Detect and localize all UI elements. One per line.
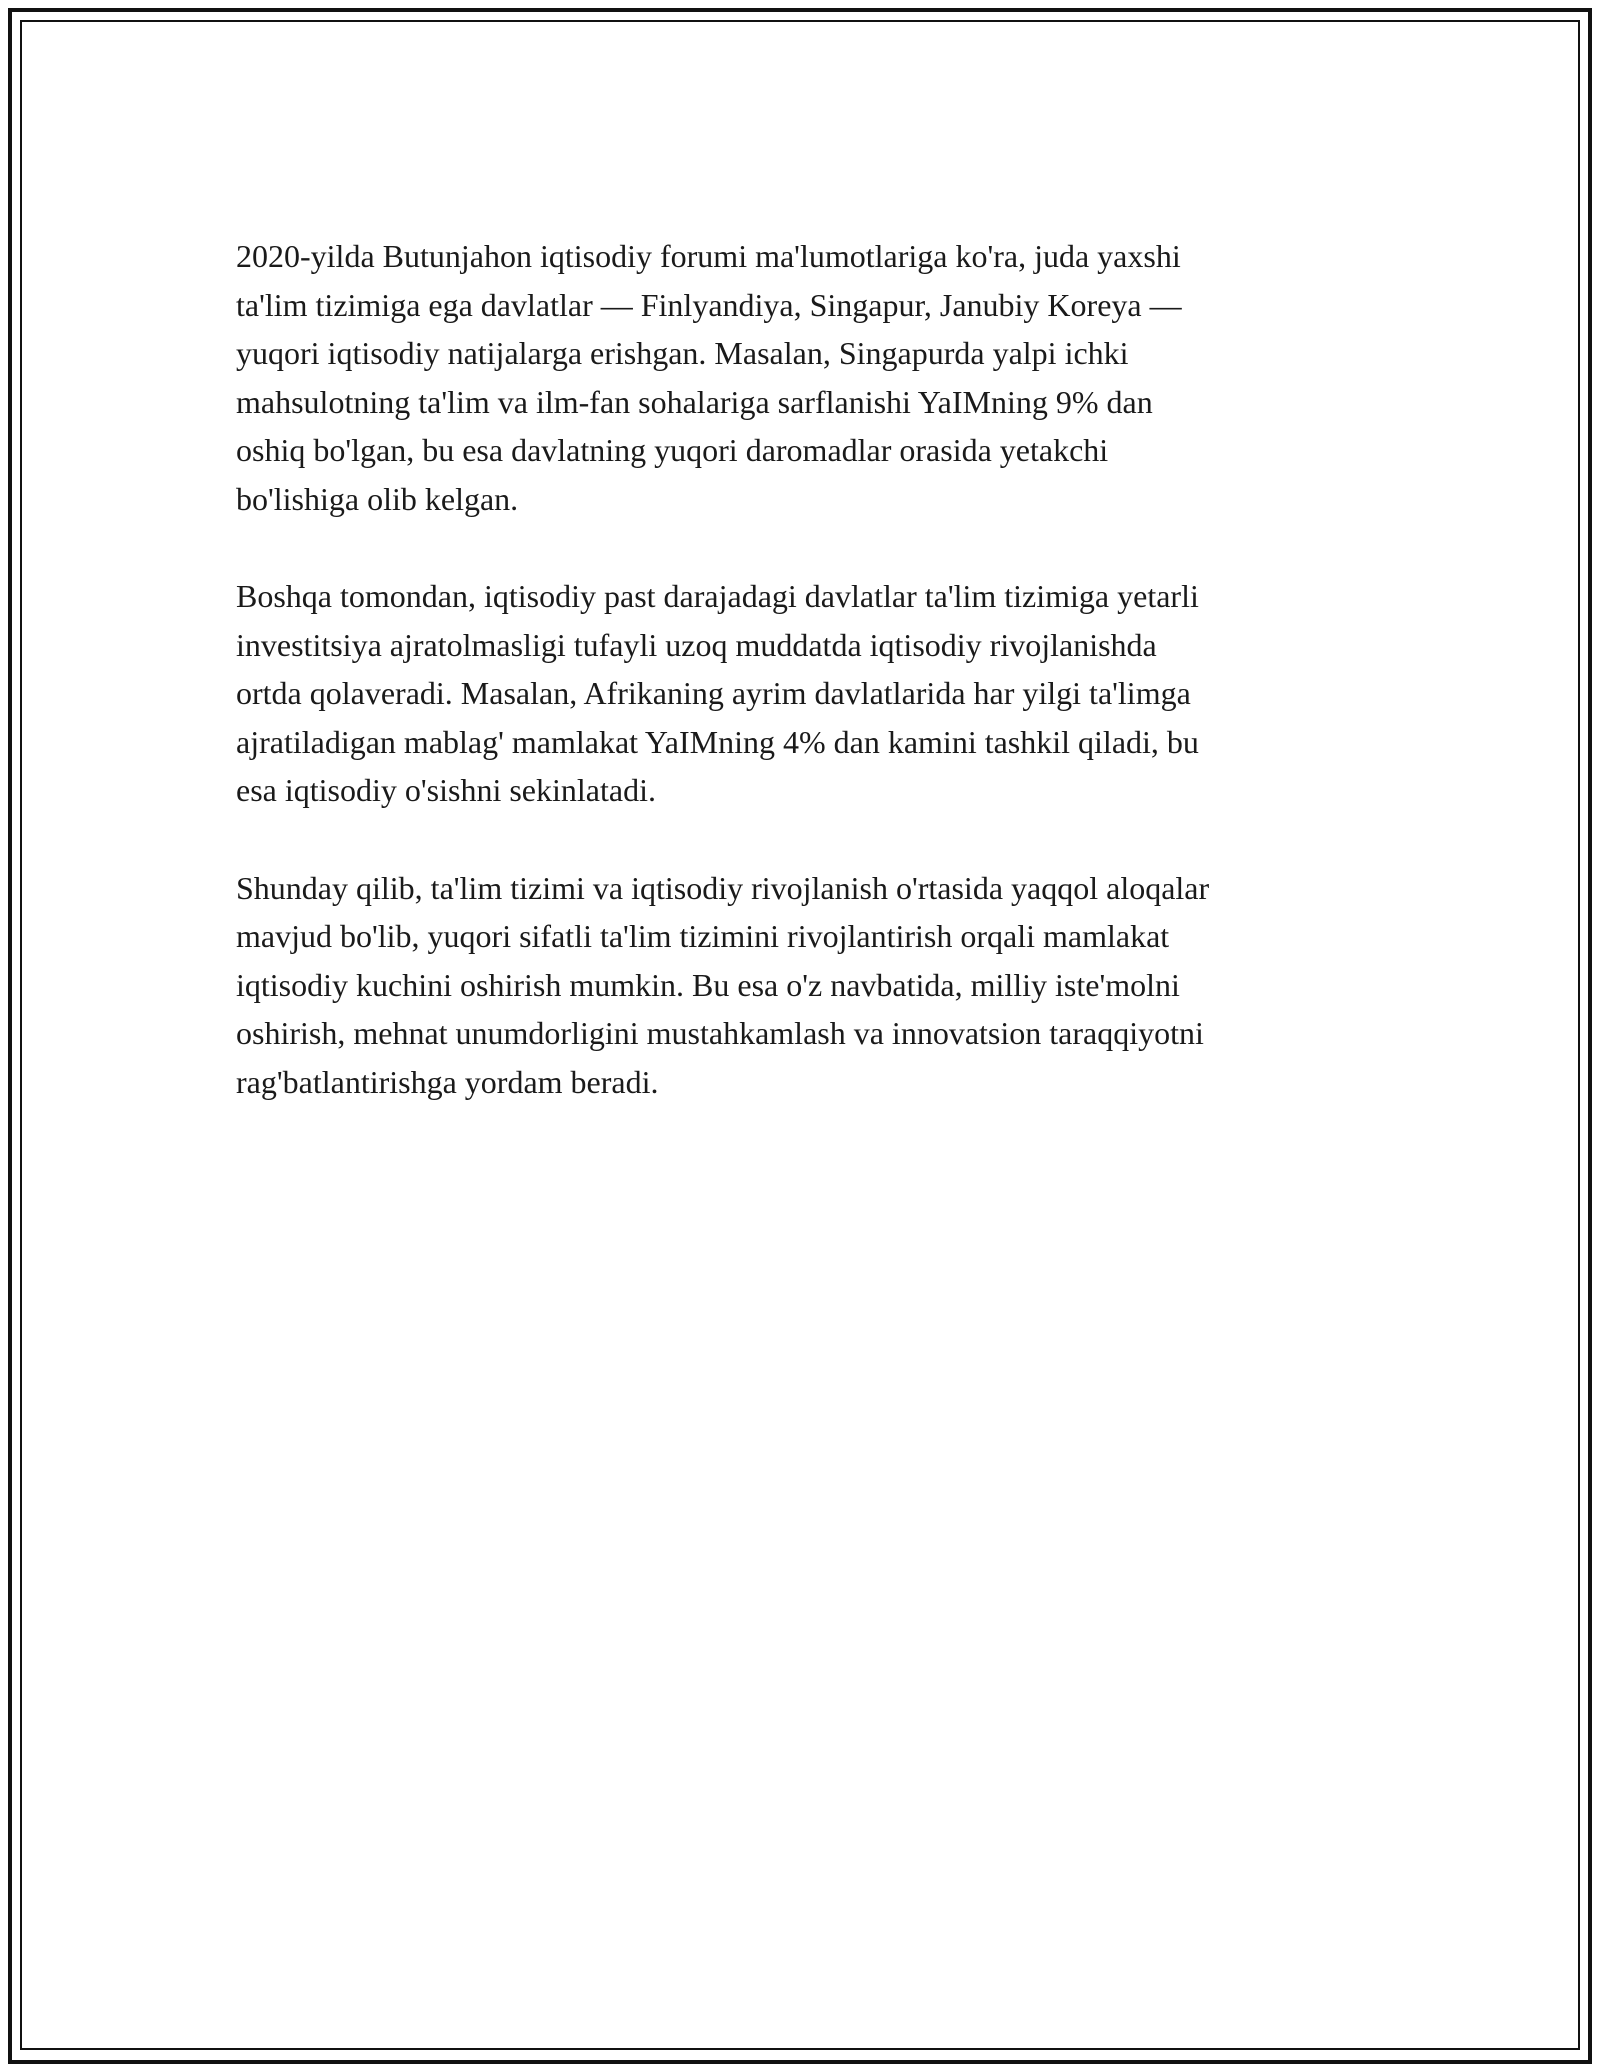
paragraph-line: ortda qolaveradi. Masalan, Afrikaning ayrim davlatlarida har yilgi ta'limga	[236, 675, 1191, 711]
paragraph-line: mavjud bo'lib, yuqori sifatli ta'lim tizimini rivojlantirish orqali mamlakat	[236, 918, 1170, 954]
paragraph-line: oshirish, mehnat unumdorligini mustahkamlash va innovatsion taraqqiyotni	[236, 1015, 1204, 1051]
paragraph-line: Boshqa tomondan, iqtisodiy past darajadagi davlatlar ta'lim tizimiga yetarli	[236, 578, 1199, 614]
paragraph-line: ajratiladigan mablag' mamlakat YaIMning 4% dan kamini tashkil qiladi, bu	[236, 723, 1199, 760]
paragraph-line: yuqori iqtisodiy natijalarga erishgan. Masalan, Singapurda yalpi ichki	[236, 335, 1129, 371]
paragraph-line: rag'batlantirishga yordam beradi.	[236, 1063, 659, 1100]
paragraph-line: iqtisodiy kuchini oshirish mumkin. Bu esa o'z navbatida, milliy iste'molni	[236, 966, 1180, 1003]
paragraph-line: bo'lishiga olib kelgan.	[236, 480, 519, 517]
paragraph-3	[236, 864, 1366, 1107]
paragraph-line: oshiq bo'lgan, bu esa davlatning yuqori daromadlar orasida yetakchi	[236, 432, 1109, 468]
paragraph-line: ta'lim tizimiga ega davlatlar — Finlyandiya, Singapur, Janubiy Koreya —	[236, 286, 1182, 323]
paragraph-line: investitsiya ajratolmasligi tufayli uzoq muddatda iqtisodiy rivojlanishda	[236, 626, 1157, 663]
paragraph-1	[236, 232, 1366, 523]
document-body	[236, 232, 1366, 1155]
paragraph-line: esa iqtisodiy o'sishni sekinlatadi.	[236, 772, 656, 808]
paragraph-line: mahsulotning ta'lim va ilm-fan sohalariga sarflanishi YaIMning 9% dan	[236, 383, 1153, 420]
paragraph-2	[236, 572, 1366, 815]
paragraph-line: Shunday qilib, ta'lim tizimi va iqtisodiy rivojlanish o'rtasida yaqqol aloqalar	[236, 869, 1210, 906]
paragraph-line: 2020-yilda Butunjahon iqtisodiy forumi ma'lumotlariga ko'ra, juda yaxshi	[236, 238, 1181, 274]
